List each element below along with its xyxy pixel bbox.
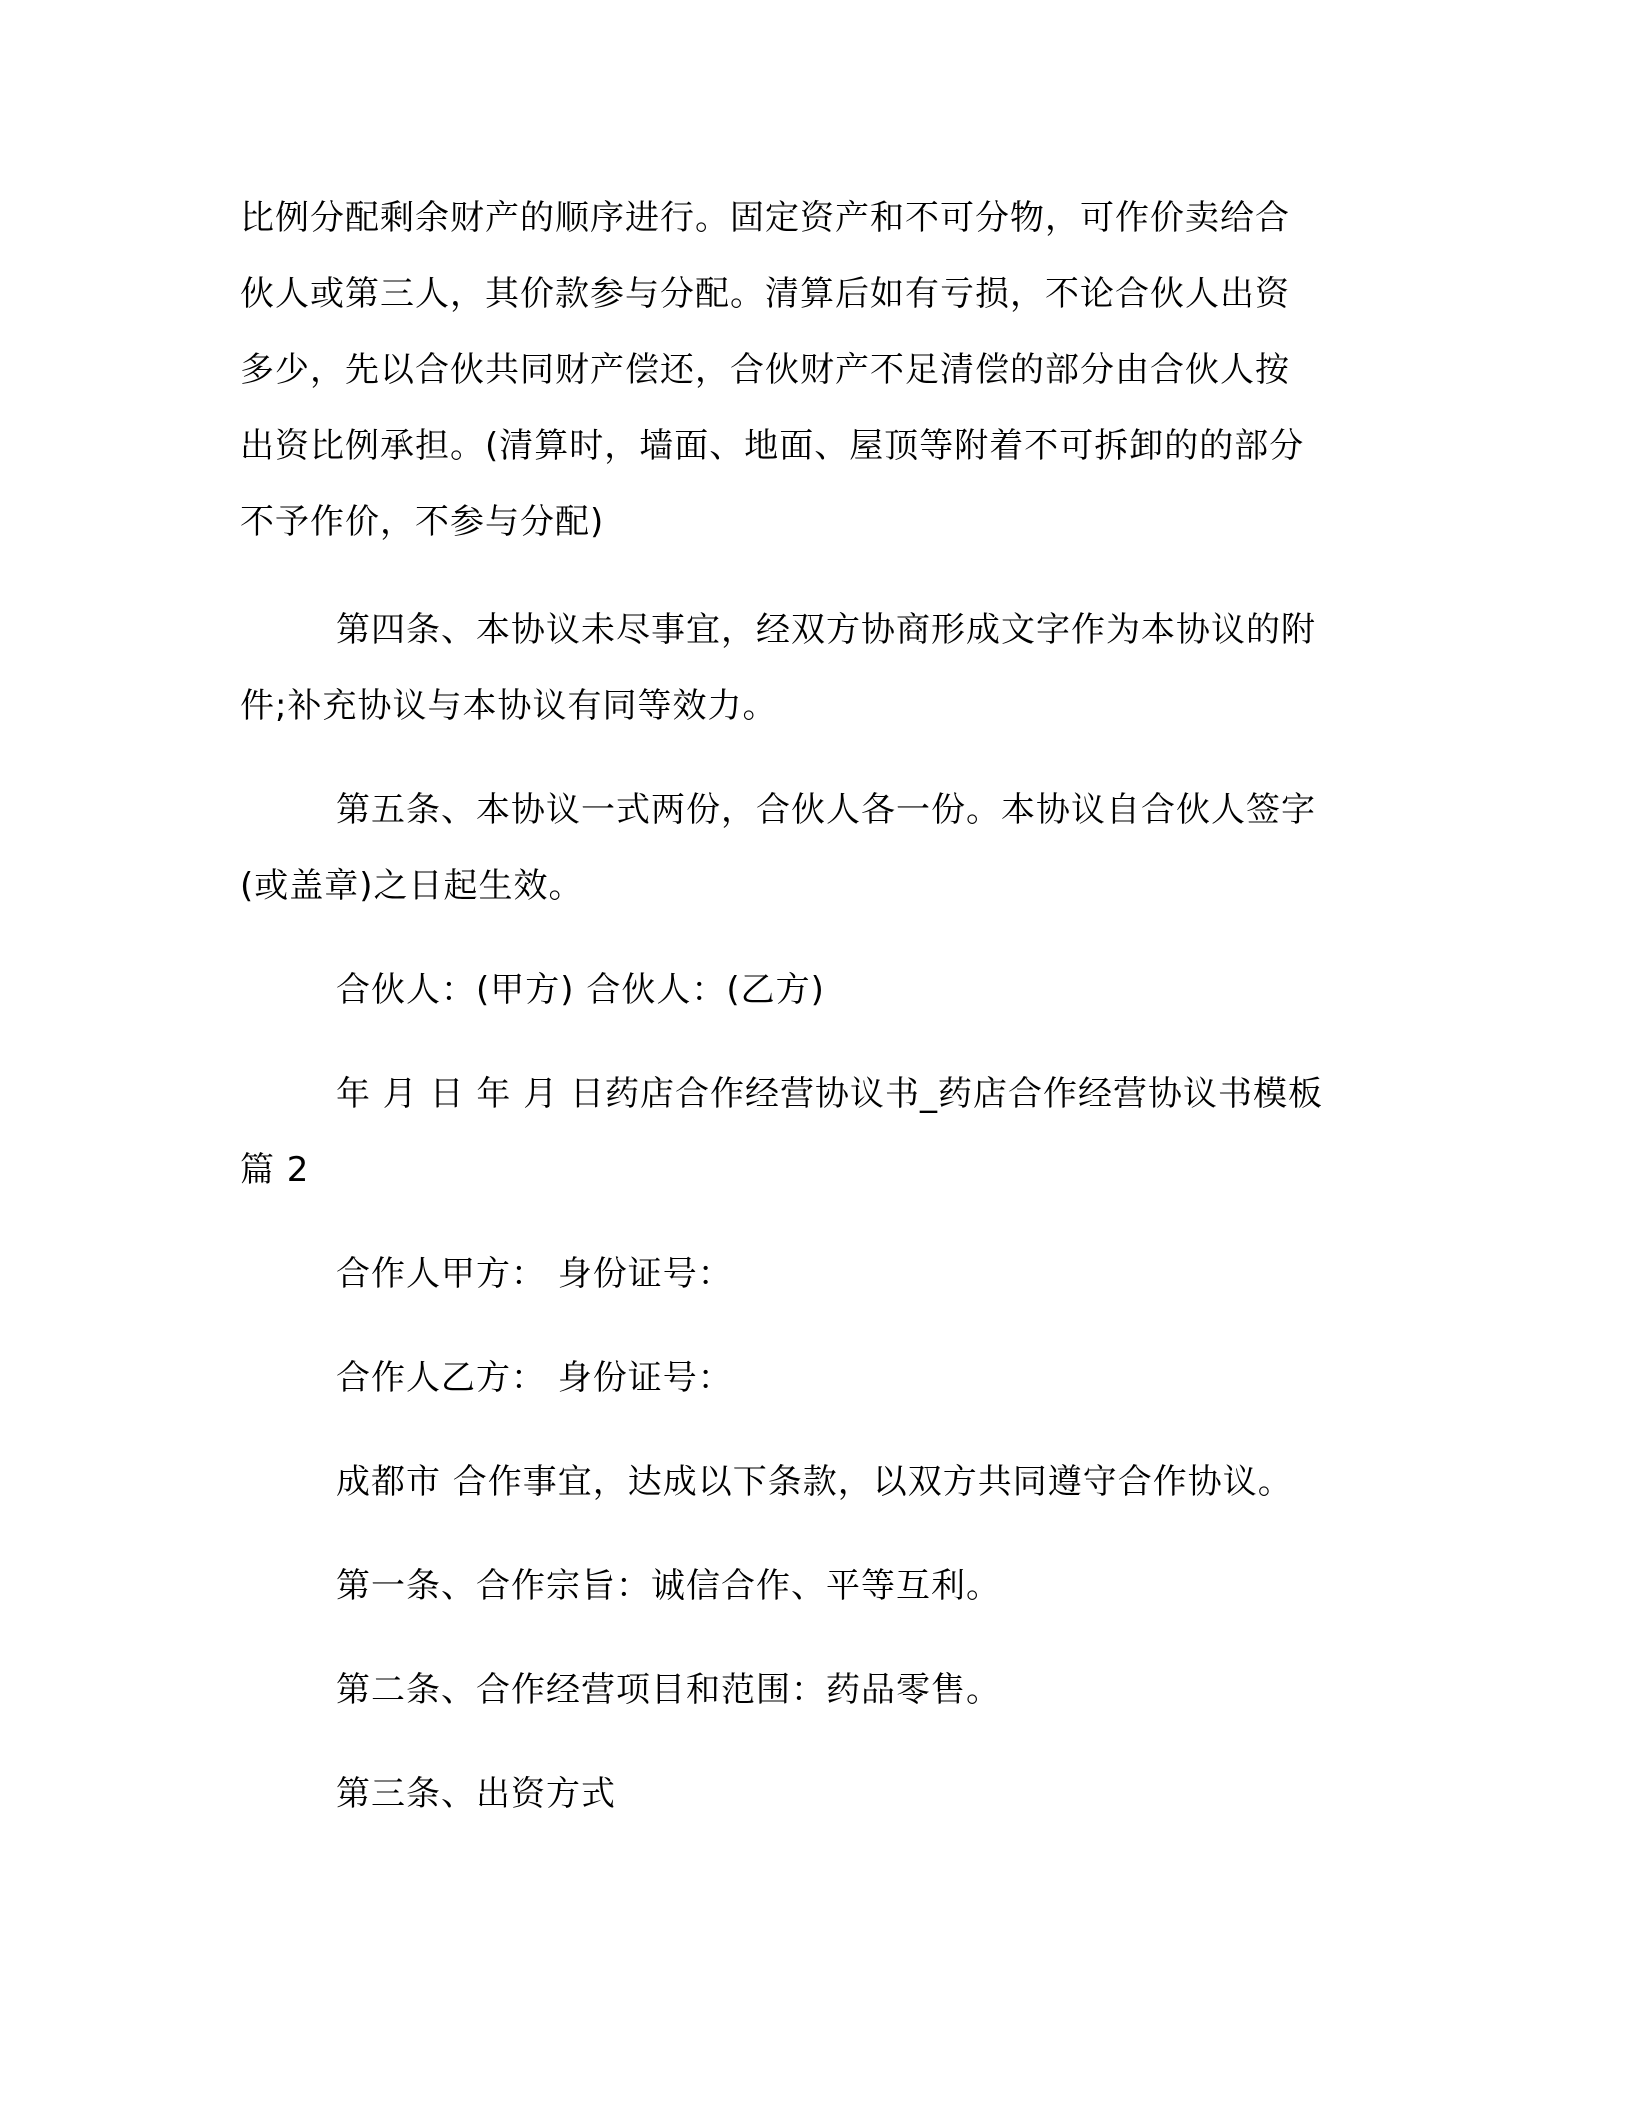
text-line: 第三条、出资方式 [336,1774,616,1814]
text-line: 件;补充协议与本协议有同等效力。 [240,686,778,726]
paragraph-article-1 [336,1548,1001,1624]
text-line: 多少，先以合伙共同财产偿还，合伙财产不足清偿的部分由合伙人按 [240,350,1290,390]
paragraph-article-3 [336,1756,616,1832]
paragraph-intro [336,1444,1293,1520]
text-line: 成都市 合作事宜，达成以下条款，以双方共同遵守合作协议。 [336,1462,1293,1502]
text-line: 合作人甲方： 身份证号： [336,1254,733,1294]
paragraph-article-5 [240,772,1316,924]
paragraph-article-4 [240,592,1316,744]
text-line: 第四条、本协议未尽事宜，经双方协商形成文字作为本协议的附 [336,610,1316,650]
paragraph-signatories [336,952,825,1028]
text-line: 第二条、合作经营项目和范围：药品零售。 [336,1670,1001,1710]
paragraph-party-b [336,1340,733,1416]
text-line: 不予作价，不参与分配) [240,502,605,542]
text-line: 出资比例承担。(清算时，墙面、地面、屋顶等附着不可拆卸的的部分 [240,426,1305,466]
text-line: 伙人或第三人，其价款参与分配。清算后如有亏损，不论合伙人出资 [240,274,1290,314]
paragraph-liquidation [240,180,1304,560]
text-line: 年 月 日 年 月 日药店合作经营协议书_药店合作经营协议书模板 [336,1074,1324,1114]
paragraph-party-a [336,1236,733,1312]
text-line: 第一条、合作宗旨：诚信合作、平等互利。 [336,1566,1001,1606]
text-line: 第五条、本协议一式两份，合伙人各一份。本协议自合伙人签字 [336,790,1316,830]
text-line: (或盖章)之日起生效。 [240,866,584,906]
text-line: 比例分配剩余财产的顺序进行。固定资产和不可分物，可作价卖给合 [240,198,1290,238]
paragraph-article-2 [336,1652,1001,1728]
text-line: 合作人乙方： 身份证号： [336,1358,733,1398]
text-line: 合伙人：(甲方) 合伙人：(乙方) [336,970,825,1010]
paragraph-date-heading [240,1056,1323,1208]
text-line: 篇 2 [240,1150,310,1190]
